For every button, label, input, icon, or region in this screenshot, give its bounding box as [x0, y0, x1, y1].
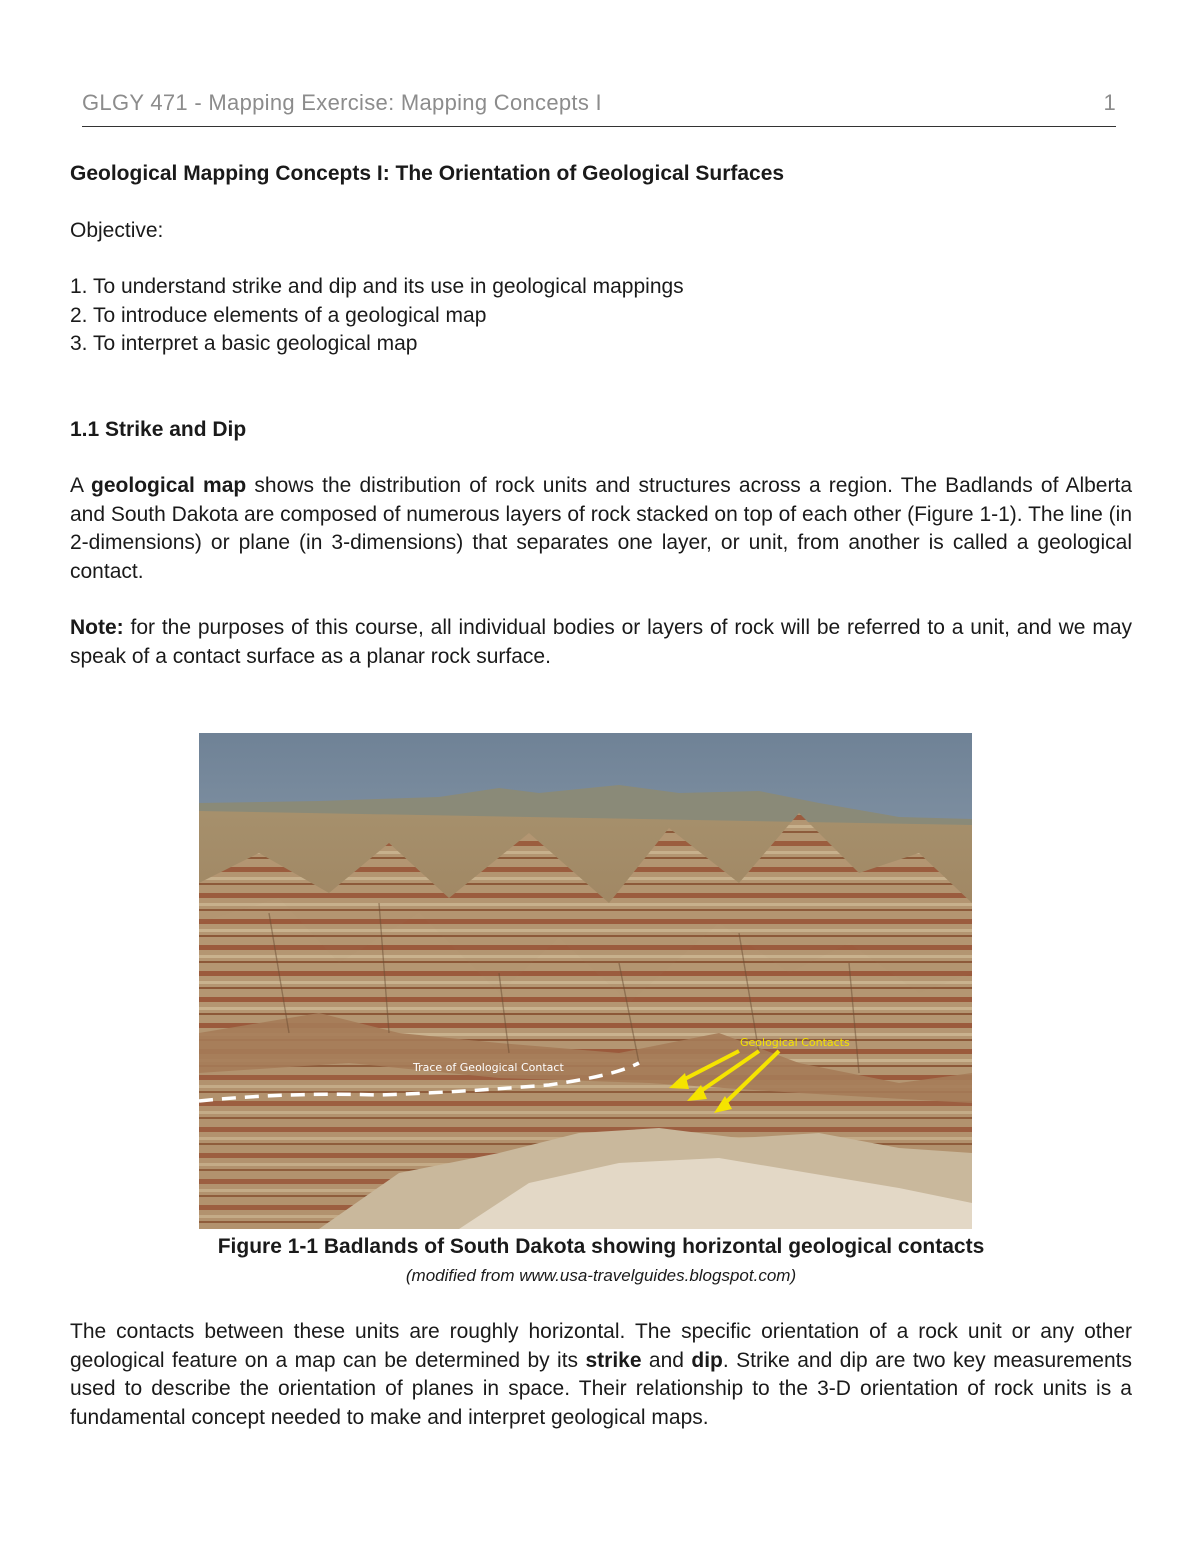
closing-part1: The contacts between these units are roughly horizontal. The specific orientation of a rock unit or any other geological feature on a map can be determined by its [70, 1320, 1132, 1372]
term-strike: strike [585, 1348, 642, 1372]
objective-label: Objective: [70, 218, 164, 242]
term-geological-map: geological map [91, 474, 247, 497]
note-label: Note: [70, 616, 124, 639]
figure-source: (modified from www.usa-travelguides.blogspot.com) [405, 1266, 797, 1285]
note-text: for the purposes of this course, all individual bodies or layers of rock will be referred to a unit, and we may speak of a contact surface as a planar rock surface. [70, 616, 1132, 668]
paragraph-lead: A [70, 474, 92, 497]
paragraph-body: shows the distribution of rock units and structures across a region. The Badlands of Alberta and South Dakota are composed of numerous layers of rock stacked on top of each other (Figure 1-1). The line (in 2-dimensions) or plane (in 3-dimensions) that separates one layer, or unit, from another is called a geological contact. [70, 474, 1132, 583]
badlands-illustration [199, 733, 972, 1229]
term-dip: dip [691, 1348, 723, 1372]
document-title: Geological Mapping Concepts I: The Orientation of Geological Surfaces [70, 162, 785, 185]
figure-caption: Figure 1-1 Badlands of South Dakota showing horizontal geological contacts [217, 1235, 985, 1258]
page-number: 1 [1103, 90, 1116, 115]
objective-list [70, 273, 1132, 359]
trace-label: Trace of Geological Contact [413, 1061, 564, 1074]
section-heading: 1.1 Strike and Dip [70, 417, 247, 441]
paragraph-geological-map [70, 472, 1132, 586]
closing-part2: . Strike and dip are two key measurements used to describe the orientation of planes in space. Their relationship to the 3-D orientation of rock units is a fundamental concept needed to make and interpret geological maps. [70, 1348, 1132, 1429]
objective-item: 2. To introduce elements of a geological map [70, 303, 487, 327]
closing-and: and [641, 1348, 692, 1372]
objective-item: 1. To understand strike and dip and its use in geological mappings [70, 275, 684, 298]
badlands-photo [199, 733, 972, 1229]
objective-item: 3. To interpret a basic geological map [70, 332, 418, 355]
note-paragraph [70, 614, 1132, 671]
header-title: GLGY 471 - Mapping Exercise: Mapping Concepts I [82, 90, 602, 115]
closing-paragraph [70, 1318, 1132, 1432]
page-header [82, 88, 1116, 127]
contacts-label: Geological Contacts [740, 1036, 850, 1049]
main-content [70, 160, 1132, 671]
